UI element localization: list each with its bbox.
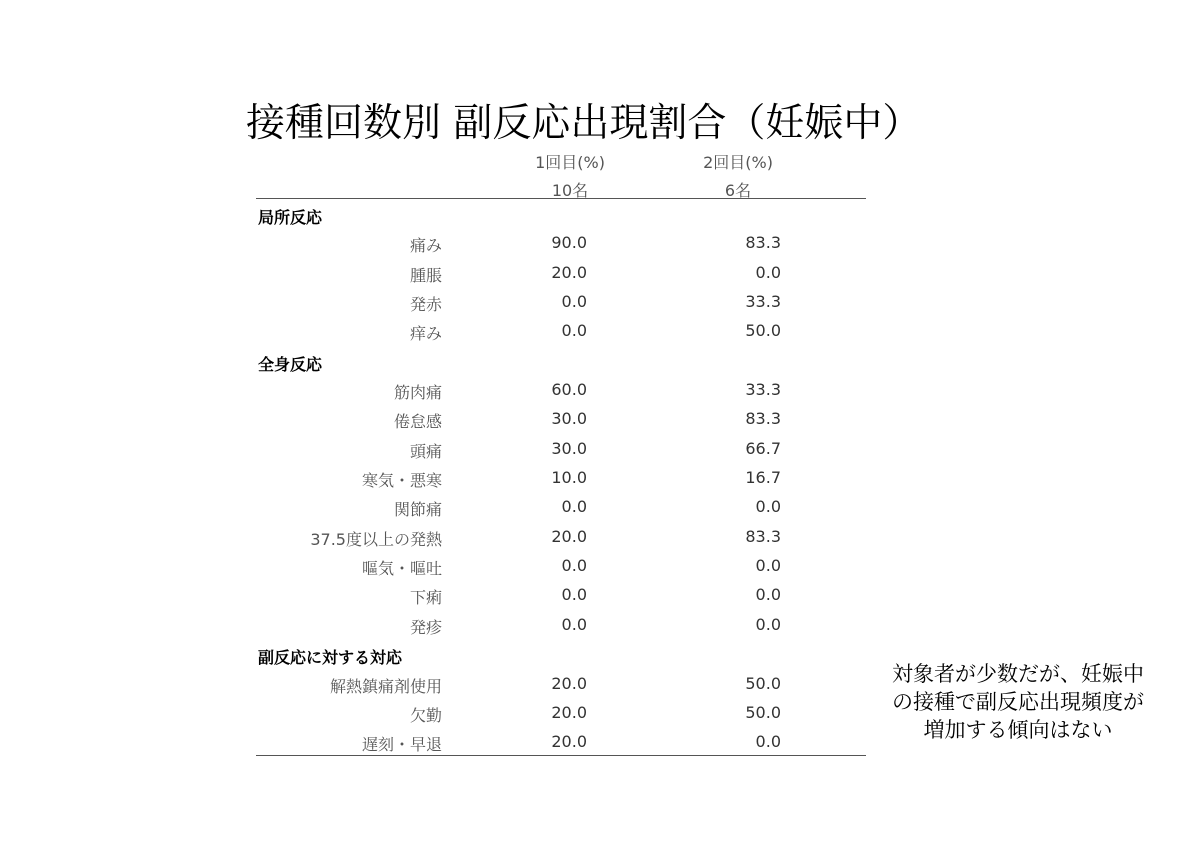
page-title: 接種回数別 副反応出現割合（妊娠中） [246, 101, 922, 146]
dose1-value: 0.0 [561, 292, 587, 312]
dose2-value: 66.7 [745, 438, 781, 458]
reaction-label: 下痢 [409, 588, 442, 608]
dose1-value: 20.0 [551, 702, 587, 722]
table-top-rule [256, 198, 866, 199]
dose1-value: 20.0 [551, 526, 587, 546]
summary-note-line: 対象者が少数だが、妊娠中 [892, 662, 1144, 686]
dose1-value: 0.0 [561, 321, 587, 341]
dose1-value: 30.0 [551, 409, 587, 429]
dose2-value: 50.0 [745, 321, 781, 341]
reaction-table [256, 200, 866, 758]
dose2-value: 83.3 [745, 409, 781, 429]
reaction-label: 解熱鎮痛剤使用 [329, 676, 442, 696]
summary-note-line: 増加する傾向はない [923, 718, 1113, 742]
reaction-label: 37.5度以上の発熱 [310, 529, 442, 549]
reaction-label: 嘔気・嘔吐 [361, 559, 442, 579]
summary-note-line: の接種で副反応出現頻度が [892, 690, 1144, 714]
table-row [256, 376, 866, 405]
dose1-value: 60.0 [551, 380, 587, 400]
reaction-label: 痒み [409, 324, 442, 344]
table-row [256, 611, 866, 640]
reaction-label: 寒気・悪寒 [361, 471, 442, 491]
dose1-value: 0.0 [561, 556, 587, 576]
table-row [256, 670, 866, 699]
dose2-value: 33.3 [745, 292, 781, 312]
table-row [256, 317, 866, 346]
dose2-value: 83.3 [745, 526, 781, 546]
reaction-label: 筋肉痛 [393, 383, 442, 403]
dose1-value: 0.0 [561, 497, 587, 517]
section-label: 副反応に対する対応 [258, 648, 403, 668]
dose1-value: 20.0 [551, 262, 587, 282]
table-row [256, 552, 866, 581]
table-row [256, 464, 866, 493]
table-row [256, 405, 866, 434]
table-row [256, 523, 866, 552]
dose2-value: 33.3 [745, 380, 781, 400]
column-header-dose1: 1回目(%) [535, 153, 605, 172]
table-row [256, 581, 866, 610]
dose1-value: 10.0 [551, 468, 587, 488]
reaction-label: 関節痛 [393, 500, 442, 520]
dose1-value: 0.0 [561, 585, 587, 605]
reaction-label: 発赤 [409, 295, 442, 315]
table-row [256, 288, 866, 317]
reaction-label: 発疹 [409, 617, 442, 637]
column-count-dose1: 10名 [551, 181, 589, 200]
section-row [256, 200, 866, 229]
dose2-value: 50.0 [745, 673, 781, 693]
section-row [256, 640, 866, 669]
column-count-dose2: 6名 [724, 181, 752, 200]
dose2-value: 50.0 [745, 702, 781, 722]
summary-note [862, 660, 1174, 744]
dose2-value: 0.0 [755, 585, 781, 605]
reaction-label: 痛み [409, 236, 442, 256]
reaction-label: 遅刻・早退 [361, 735, 442, 755]
dose2-value: 16.7 [745, 468, 781, 488]
table-row [256, 493, 866, 522]
dose2-value: 0.0 [755, 262, 781, 282]
table-bottom-rule [256, 755, 866, 756]
table-row [256, 259, 866, 288]
reaction-label: 腫脹 [409, 265, 442, 285]
reaction-label: 頭痛 [409, 441, 442, 461]
dose1-value: 30.0 [551, 438, 587, 458]
dose2-value: 0.0 [755, 732, 781, 752]
dose1-value: 90.0 [551, 233, 587, 253]
dose1-value: 20.0 [551, 732, 587, 752]
reaction-label: 欠勤 [409, 705, 442, 725]
section-row [256, 347, 866, 376]
reaction-label: 倦怠感 [393, 412, 442, 432]
section-label: 全身反応 [258, 354, 323, 374]
section-label: 局所反応 [258, 208, 323, 227]
dose2-value: 0.0 [755, 614, 781, 634]
table-row [256, 229, 866, 258]
table-row [256, 435, 866, 464]
table-row [256, 699, 866, 728]
dose1-value: 20.0 [551, 673, 587, 693]
dose1-value: 0.0 [561, 614, 587, 634]
column-header-dose2: 2回目(%) [703, 153, 773, 172]
table-row [256, 728, 866, 757]
dose2-value: 0.0 [755, 556, 781, 576]
dose2-value: 83.3 [745, 233, 781, 253]
dose2-value: 0.0 [755, 497, 781, 517]
